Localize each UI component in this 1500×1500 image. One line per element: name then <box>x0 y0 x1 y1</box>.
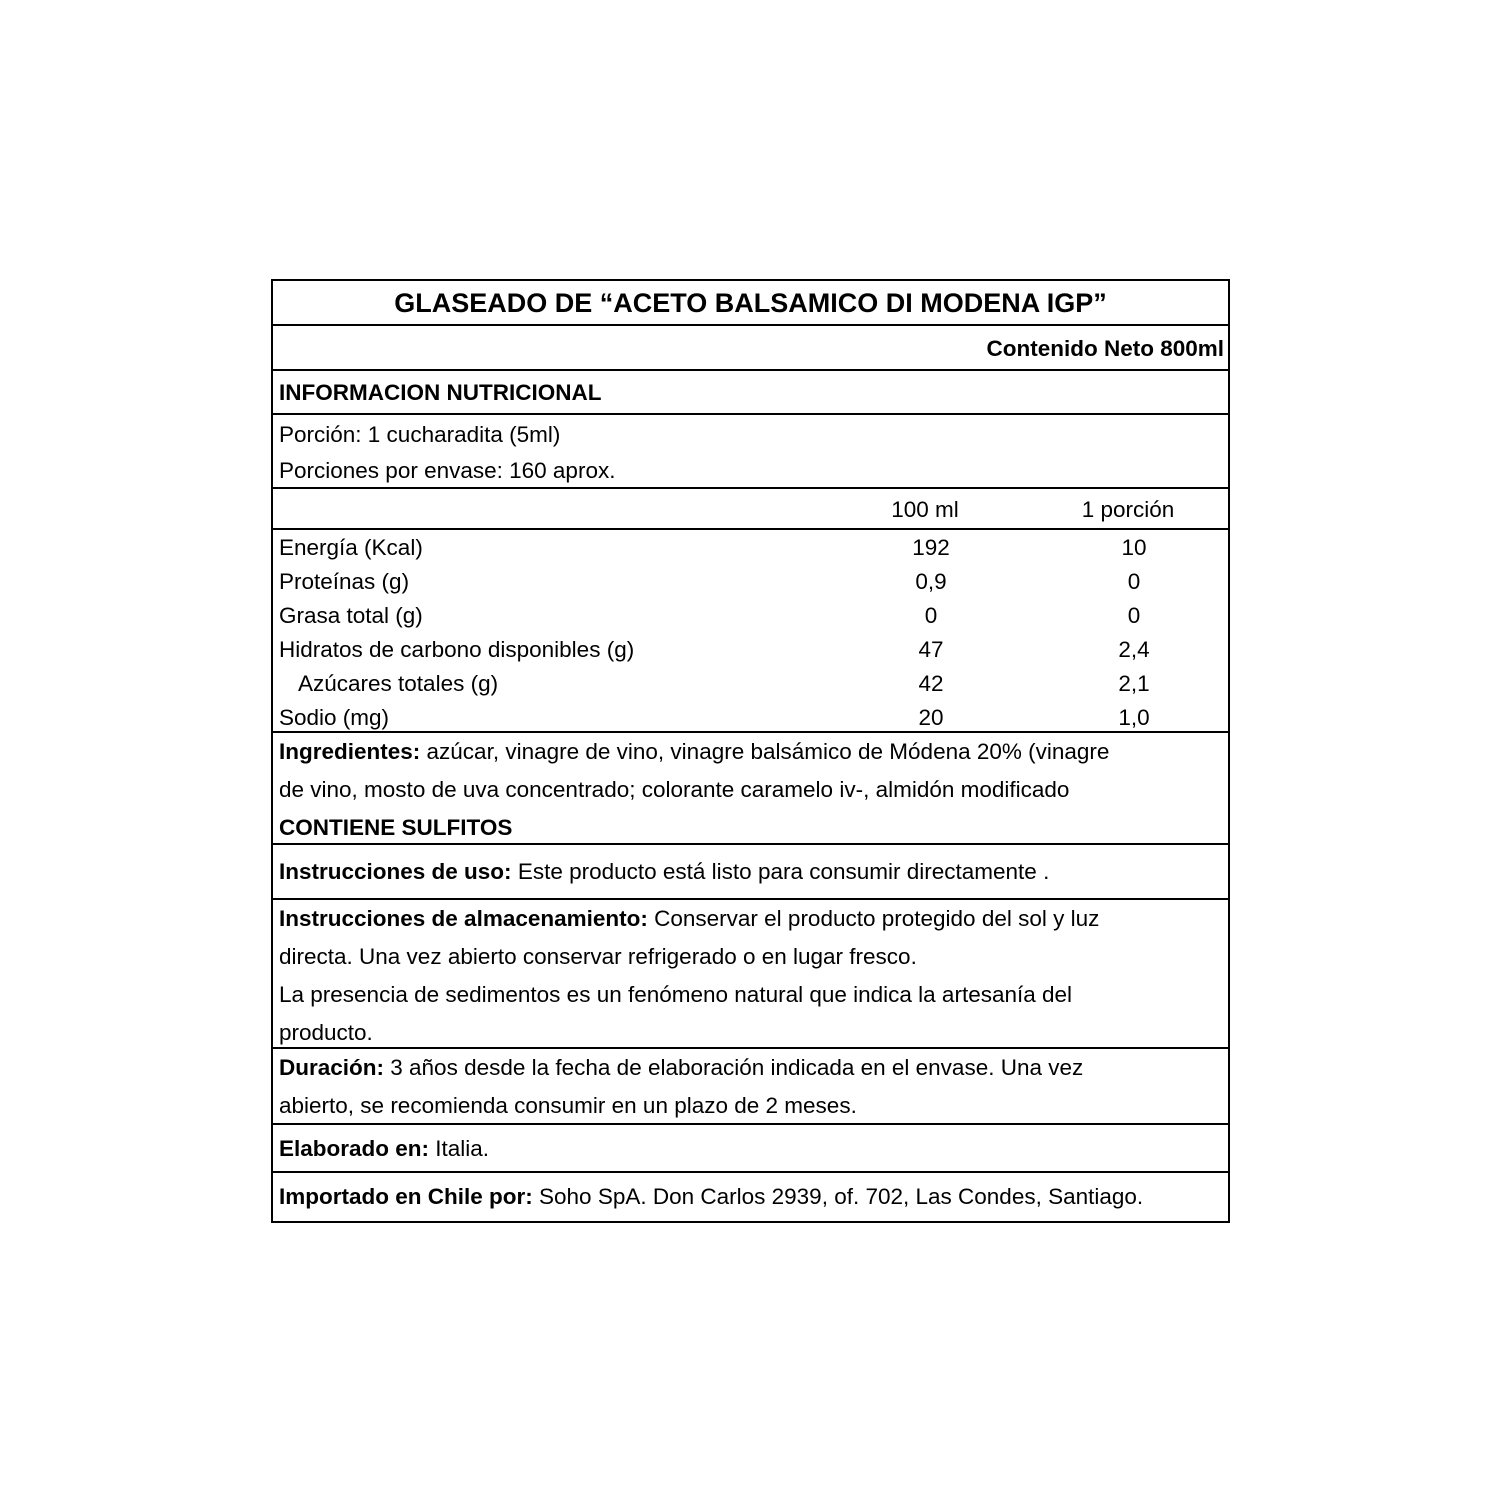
storage-label: Instrucciones de almacenamiento: <box>279 906 648 931</box>
importer-section <box>273 1173 1228 1221</box>
storage-line <box>279 900 1222 938</box>
ingredients-section <box>273 733 1228 845</box>
table-row <box>279 531 1222 565</box>
nutrient-label: Sodio (mg) <box>279 705 390 730</box>
nutrient-label: Hidratos de carbono disponibles (g) <box>279 637 635 662</box>
column-per-100ml: 100 ml <box>891 497 959 522</box>
nutrient-label: Energía (Kcal) <box>279 535 423 560</box>
duration-line: abierto, se recomienda consumir en un plazo de 2 meses. <box>279 1093 857 1118</box>
usage-label: Instrucciones de uso: <box>279 859 512 884</box>
nutrient-per-portion: 2,1 <box>1118 671 1150 696</box>
nutrient-per-100ml: 20 <box>918 705 944 730</box>
nutrient-per-100ml: 42 <box>918 671 944 696</box>
nutrient-per-portion: 1,0 <box>1118 705 1150 730</box>
nutrition-table <box>273 530 1228 733</box>
product-title: GLASEADO DE “ACETO BALSAMICO DI MODENA IGP” <box>273 281 1228 326</box>
duration-line <box>279 1049 1222 1087</box>
nutrition-label <box>271 279 1230 1223</box>
column-per-portion: 1 porción <box>1081 497 1175 522</box>
net-content: Contenido Neto 800ml <box>273 326 1228 371</box>
table-row <box>279 633 1222 667</box>
ingredients-text: azúcar, vinagre de vino, vinagre balsámico de Módena 20% (vinagre <box>420 739 1110 764</box>
nutrient-per-portion: 2,4 <box>1118 637 1150 662</box>
importer-label: Importado en Chile por: <box>279 1184 533 1209</box>
duration-text: 3 años desde la fecha de elaboración indicada en el envase. Una vez <box>384 1055 1084 1080</box>
portion-size: Porción: 1 cucharadita (5ml) <box>279 422 561 447</box>
usage-text: Este producto está listo para consumir directamente . <box>511 859 1050 884</box>
made-in-text: Italia. <box>429 1136 490 1161</box>
nutrient-label: Azúcares totales (g) <box>298 671 499 696</box>
nutrition-heading: INFORMACION NUTRICIONAL <box>273 371 1228 415</box>
table-row <box>279 701 1222 735</box>
importer-text: Soho SpA. Don Carlos 2939, of. 702, Las Condes, Santiago. <box>532 1184 1144 1209</box>
made-in-label: Elaborado en: <box>279 1136 430 1161</box>
nutrient-per-100ml: 0,9 <box>915 569 947 594</box>
allergen-warning: CONTIENE SULFITOS <box>279 815 513 840</box>
table-row <box>279 599 1222 633</box>
nutrition-column-headers <box>273 489 1228 530</box>
nutrient-per-portion: 0 <box>1127 603 1141 628</box>
usage-section <box>273 845 1228 900</box>
nutrient-per-100ml: 192 <box>912 535 950 560</box>
storage-section <box>273 900 1228 1049</box>
ingredients-label: Ingredientes: <box>279 739 421 764</box>
storage-line: La presencia de sedimentos es un fenómeno natural que indica la artesanía del <box>279 982 1073 1007</box>
nutrient-label: Proteínas (g) <box>279 569 410 594</box>
nutrient-per-100ml: 47 <box>918 637 944 662</box>
duration-section <box>273 1049 1228 1125</box>
table-row <box>279 667 1222 701</box>
duration-label: Duración: <box>279 1055 385 1080</box>
nutrient-per-100ml: 0 <box>924 603 938 628</box>
storage-line: directa. Una vez abierto conservar refrigerado o en lugar fresco. <box>279 944 917 969</box>
nutrient-label: Grasa total (g) <box>279 603 423 628</box>
servings-per-container: Porciones por envase: 160 aprox. <box>279 458 616 483</box>
ingredients-line: de vino, mosto de uva concentrado; colorante caramelo iv-, almidón modificado <box>279 777 1070 802</box>
ingredients-line <box>279 733 1222 771</box>
nutrient-per-portion: 0 <box>1127 569 1141 594</box>
storage-line: producto. <box>279 1020 373 1045</box>
portion-info <box>273 415 1228 489</box>
storage-text: Conservar el producto protegido del sol y luz <box>647 906 1100 931</box>
table-row <box>279 565 1222 599</box>
nutrient-per-portion: 10 <box>1121 535 1147 560</box>
made-in-section <box>273 1125 1228 1173</box>
